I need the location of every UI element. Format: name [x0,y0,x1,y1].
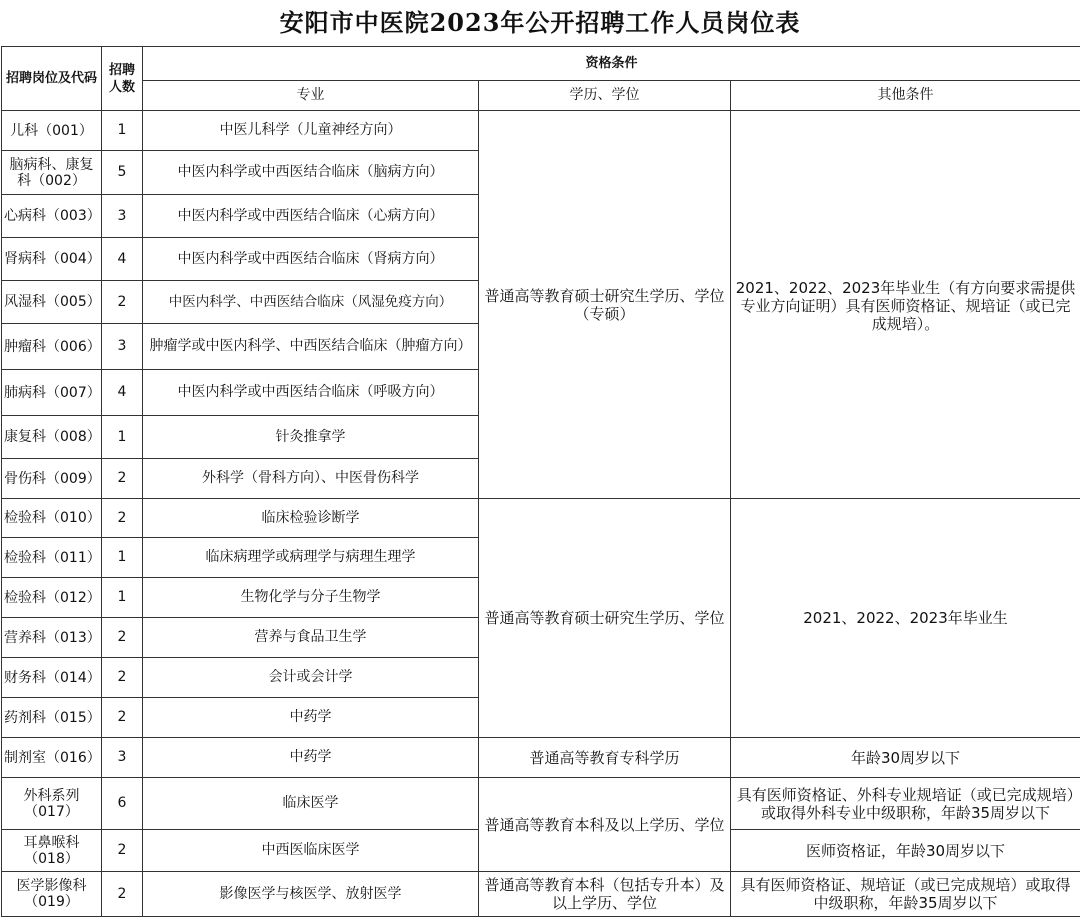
position-cell: 骨伤科（009） [2,459,102,499]
position-cell: 肿瘤科（006） [2,324,102,370]
position-cell: 外科系列（017） [2,778,102,830]
major-cell: 中医儿科学（儿童神经方向） [143,111,479,151]
position-cell: 风湿科（005） [2,281,102,324]
count-cell: 6 [102,778,143,830]
count-cell: 2 [102,872,143,917]
count-cell: 4 [102,370,143,416]
position-header: 招聘岗位及代码 [2,47,102,111]
other-cell: 年龄30周岁以下 [731,738,1080,778]
major-cell: 营养与食品卫生学 [143,618,479,658]
other-header: 其他条件 [731,81,1080,111]
position-cell: 儿科（001） [2,111,102,151]
count-cell: 2 [102,618,143,658]
major-cell: 中医内科学或中西医结合临床（呼吸方向） [143,370,479,416]
position-cell: 耳鼻喉科（018） [2,830,102,872]
major-cell: 针灸推拿学 [143,416,479,459]
position-cell: 检验科（011） [2,538,102,578]
count-cell: 1 [102,538,143,578]
major-cell: 会计或会计学 [143,658,479,698]
table-row [2,111,1080,151]
count-cell: 5 [102,151,143,195]
other-cell: 具有医师资格证、规培证（或已完成规培）或取得中级职称，年龄35周岁以下 [731,872,1080,917]
count-cell: 2 [102,499,143,538]
position-cell: 检验科（010） [2,499,102,538]
major-cell: 临床病理学或病理学与病理生理学 [143,538,479,578]
table-row [2,738,1080,778]
education-cell: 普通高等教育硕士研究生学历、学位（专硕） [479,111,731,499]
major-cell: 中药学 [143,698,479,738]
count-cell: 1 [102,416,143,459]
major-cell: 肿瘤学或中医内科学、中西医结合临床（肿瘤方向） [143,324,479,370]
position-cell: 肾病科（004） [2,238,102,281]
recruitment-table [1,46,1080,917]
count-cell: 3 [102,324,143,370]
position-cell: 药剂科（015） [2,698,102,738]
other-cell: 具有医师资格证、外科专业规培证（或已完成规培）或取得外科专业中级职称，年龄35周岁以下 [731,778,1080,830]
major-cell: 临床检验诊断学 [143,499,479,538]
position-cell: 医学影像科（019） [2,872,102,917]
count-cell: 2 [102,459,143,499]
major-cell: 外科学（骨科方向）、中医骨伤科学 [143,459,479,499]
other-cell: 2021、2022、2023年毕业生 [731,499,1080,738]
count-cell: 2 [102,658,143,698]
count-cell: 3 [102,195,143,238]
count-cell: 2 [102,830,143,872]
count-header: 招聘人数 [102,47,143,111]
major-header: 专业 [143,81,479,111]
position-cell: 心病科（003） [2,195,102,238]
count-cell: 4 [102,238,143,281]
count-cell: 3 [102,738,143,778]
position-cell: 康复科（008） [2,416,102,459]
other-cell: 2021、2022、2023年毕业生（有方向要求需提供专业方向证明）具有医师资格证、规培证（或已完成规培）。 [731,111,1080,499]
major-cell: 中医内科学、中西医结合临床（风湿免疫方向） [143,281,479,324]
education-cell: 普通高等教育本科（包括专升本）及以上学历、学位 [479,872,731,917]
education-cell: 普通高等教育硕士研究生学历、学位 [479,499,731,738]
major-cell: 中西医临床医学 [143,830,479,872]
position-cell: 制剂室（016） [2,738,102,778]
table-row [2,499,1080,538]
education-header: 学历、学位 [479,81,731,111]
major-cell: 生物化学与分子生物学 [143,578,479,618]
position-cell: 脑病科、康复科（002） [2,151,102,195]
position-cell: 肺病科（007） [2,370,102,416]
major-cell: 临床医学 [143,778,479,830]
major-cell: 中医内科学或中西医结合临床（心病方向） [143,195,479,238]
table-row [2,778,1080,830]
count-cell: 2 [102,698,143,738]
major-cell: 中医内科学或中西医结合临床（脑病方向） [143,151,479,195]
other-cell: 医师资格证，年龄30周岁以下 [731,830,1080,872]
count-cell: 1 [102,111,143,151]
education-cell: 普通高等教育本科及以上学历、学位 [479,778,731,872]
education-cell: 普通高等教育专科学历 [479,738,731,778]
page-title: 安阳市中医院2023年公开招聘工作人员岗位表 [279,8,801,37]
major-cell: 中药学 [143,738,479,778]
table-row [2,872,1080,917]
major-cell: 中医内科学或中西医结合临床（肾病方向） [143,238,479,281]
position-cell: 营养科（013） [2,618,102,658]
position-cell: 财务科（014） [2,658,102,698]
count-cell: 1 [102,578,143,618]
count-cell: 2 [102,281,143,324]
major-cell: 影像医学与核医学、放射医学 [143,872,479,917]
position-cell: 检验科（012） [2,578,102,618]
qualification-header: 资格条件 [143,47,1080,81]
